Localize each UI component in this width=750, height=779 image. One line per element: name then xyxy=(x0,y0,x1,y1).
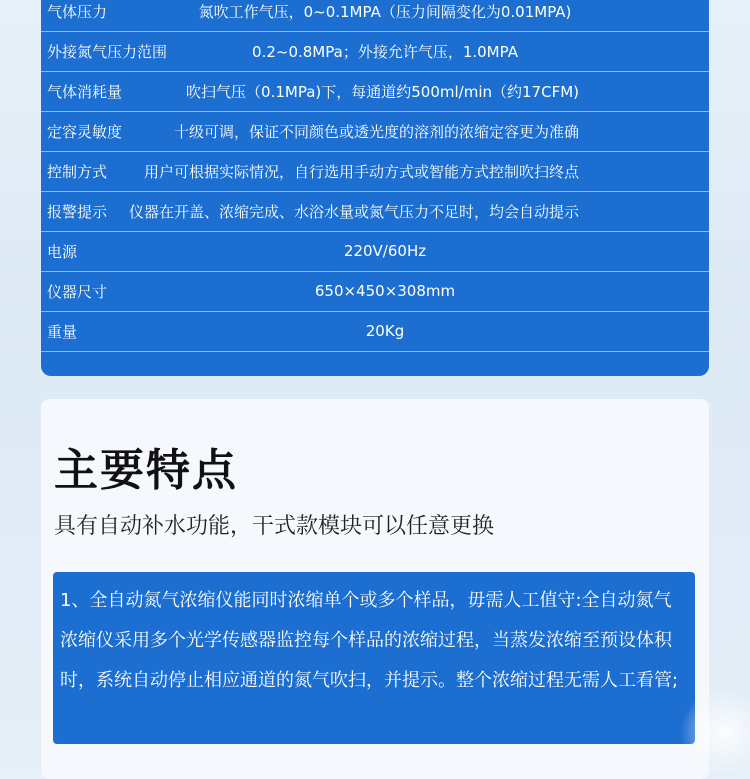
spec-key: 定容灵敏度 xyxy=(47,122,123,141)
spec-value: 仪器在开盖、浓缩完成、水浴水量或氮气压力不足时，均会自动提示 xyxy=(128,202,579,221)
spec-row-alarm xyxy=(41,191,709,232)
spec-value: 用户可根据实际情况，自行选用手动方式或智能方式控制吹扫终点 xyxy=(143,162,579,181)
decorative-glow xyxy=(680,687,750,777)
spec-row-power xyxy=(41,231,709,272)
features-card xyxy=(41,399,709,779)
spec-row-sensitivity xyxy=(41,111,709,152)
spec-value: 220V/60Hz xyxy=(343,242,427,260)
spec-key: 重量 xyxy=(47,322,78,341)
spec-key: 报警提示 xyxy=(47,202,108,221)
spec-key: 气体压力 xyxy=(47,2,108,21)
spec-row-weight xyxy=(41,311,709,352)
spec-key: 电源 xyxy=(47,242,78,261)
spec-row-gas-pressure xyxy=(41,0,709,32)
spec-row-external-nitrogen-pressure xyxy=(41,31,709,72)
spec-value: 0.2~0.8MPa；外接允许气压，1.0MPA xyxy=(252,42,518,61)
feature-item-1: 1、全自动氮气浓缩仪能同时浓缩单个或多个样品，毋需人工值守:全自动氮气浓缩仪采用多个光学传感器监控每个样品的浓缩过程，当蒸发浓缩至预设体积时，系统自动停止相应通道的氮气吹扫，并提示。整个浓缩过程无需人工看管; xyxy=(53,572,695,744)
spec-key: 控制方式 xyxy=(47,162,108,181)
spec-table xyxy=(41,0,709,376)
spec-row-control-mode xyxy=(41,151,709,192)
spec-key: 气体消耗量 xyxy=(47,82,123,101)
spec-value: 650×450×308mm xyxy=(314,282,456,300)
features-title: 主要特点 xyxy=(54,445,238,496)
spec-value: 20Kg xyxy=(365,322,405,340)
spec-row-gas-consumption xyxy=(41,71,709,112)
spec-value: 吹扫气压（0.1MPa)下，每通道约500ml/min（约17CFM) xyxy=(186,82,579,101)
spec-value: 十级可调，保证不同颜色或透光度的溶剂的浓缩定容更为准确 xyxy=(173,122,579,141)
features-subtitle: 具有自动补水功能，干式款模块可以任意更换 xyxy=(54,514,495,539)
spec-key: 仪器尺寸 xyxy=(47,282,108,301)
spec-value: 氮吹工作气压，0~0.1MPA（压力间隔变化为0.01MPA) xyxy=(198,2,572,21)
spec-key: 外接氮气压力范围 xyxy=(47,42,168,61)
spec-row-dimensions xyxy=(41,271,709,312)
